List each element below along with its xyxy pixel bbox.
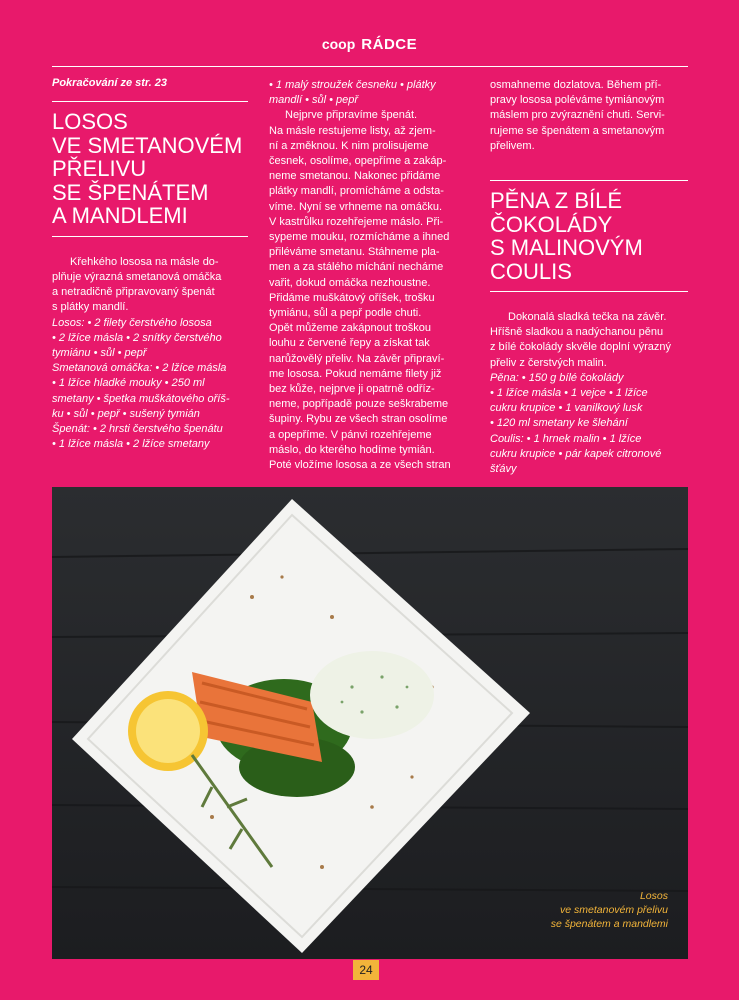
text-line: máslo, do kterého hodíme tymián. (269, 443, 435, 456)
text-line: narůžovělý přeliv. Na závěr připraví- (269, 352, 445, 365)
text-line: neme smetanou. Nakonec přidáme (269, 170, 441, 183)
coop-logo: coop (321, 36, 356, 52)
text-line: Nejprve připravíme špenát. (285, 109, 418, 122)
text-line: z bílé čokolády skvěle doplní výrazný (490, 341, 671, 354)
text-line: Losos: • 2 filety čerstvého lososa (52, 316, 212, 329)
continuation-note: Pokračování ze str. 23 (52, 77, 167, 89)
text-line: šupiny. Rybu ze všech stran osolíme (269, 413, 448, 426)
text-line: a netradičně připravovaný špenát (52, 286, 215, 299)
text-line: bez kůže, nejprve ji opatrně odříz- (269, 383, 435, 396)
text-line: • 120 ml smetany ke šlehání (490, 417, 628, 430)
title-rule-top (52, 101, 248, 102)
article1-method (269, 108, 469, 473)
article2-title (490, 189, 688, 283)
text-line: cukru krupice • 1 vanilkový lusk (490, 402, 643, 415)
title-line: ČOKOLÁDY (490, 211, 613, 237)
text-line: tymiánu, sůl a pepř podle chuti. (269, 307, 422, 320)
salmon-dish-photo (52, 487, 688, 959)
text-line: tymiánu • sůl • pepř (52, 346, 147, 359)
text-line: • 2 lžíce másla • 2 snítky čerstvého (52, 331, 222, 344)
text-line: ní a změknou. K nim prolisujeme (269, 139, 429, 152)
text-line: Poté vložíme lososa a ze všech stran (269, 459, 451, 472)
caption-line: Losos (639, 890, 668, 902)
text-line: sypeme mouku, rozmícháme a ihned (269, 231, 450, 244)
text-line: pravy lososa poléváme tymiánovým (490, 94, 665, 107)
text-line: přeliv z čerstvých malin. (490, 356, 607, 369)
text-line: Přidáme muškátový oříšek, trošku (269, 291, 435, 304)
text-line: ku • sůl • pepř • sušený tymián (52, 407, 200, 420)
text-line: neme, popřípadě pouze seškrabeme (269, 398, 449, 411)
text-line: louhu z červené řepy a získat tak (269, 337, 430, 350)
caption-line: se špenátem a mandlemi (550, 918, 668, 930)
text-line: s plátky mandlí. (52, 301, 129, 314)
caption-line: ve smetanovém přelivu (560, 904, 668, 916)
title-rule-top (490, 180, 688, 181)
text-line: plňuje výrazná smetanová omáčka (52, 270, 222, 283)
text-line: • 1 malý stroužek česneku • plátky (269, 79, 436, 91)
article1-method-cont (490, 78, 688, 154)
text-line: men a za stálého míchání necháme (269, 261, 444, 274)
article1-lead (52, 255, 248, 316)
text-line: • 1 lžíce másla • 2 lžíce smetany (52, 438, 210, 451)
text-line: šťávy (490, 463, 517, 476)
text-line: mandlí • sůl • pepř (269, 94, 359, 107)
section-title: RÁDCE (361, 36, 418, 53)
title-line: A MANDLEMI (52, 203, 188, 229)
column-2 (269, 78, 469, 473)
article2-lead (490, 310, 688, 371)
title-line: PĚNA Z BÍLÉ (490, 188, 623, 214)
text-line: přelivem. (490, 139, 535, 152)
text-line: Smetanová omáčka: • 2 lžíce másla (52, 362, 227, 375)
text-line: přiléváme smetanu. Stáhneme pla- (269, 246, 440, 259)
column-1 (52, 76, 248, 452)
column-3 (490, 78, 688, 477)
photo-caption (551, 889, 668, 931)
text-line: víme. Nyní se vrhneme na omáčku. (269, 200, 443, 213)
text-line: rujeme se špenátem a smetanovým (490, 124, 665, 137)
title-line: S MALINOVÝM (490, 235, 643, 261)
article1-ingredients (52, 316, 248, 453)
page-number: 24 (353, 960, 379, 980)
text-line: Opět můžeme zakápnout troškou (269, 322, 432, 335)
text-line: máslem pro zvýraznění chuti. Servi- (490, 109, 665, 122)
text-line: cukru krupice • pár kapek citronové (490, 447, 662, 460)
cream-sauce (310, 651, 434, 739)
text-line: Křehkého lososa na másle do- (70, 255, 219, 268)
text-line: me lososa. Pokud nemáme filety již (269, 367, 442, 380)
text-line: Pěna: • 150 g bílé čokolády (490, 371, 624, 384)
text-line: Dokonalá sladká tečka na závěr. (508, 311, 667, 324)
article1-title (52, 110, 248, 228)
title-rule-bottom (490, 291, 688, 292)
text-line: česnek, osolíme, opepříme a zakáp- (269, 155, 447, 168)
title-rule-bottom (52, 236, 248, 237)
title-line: VE SMETANOVÉM (52, 132, 243, 158)
text-line: • 1 lžíce másla • 1 vejce • 1 lžíce (490, 387, 648, 400)
text-line: Hříšně sladkou a nadýchanou pěnu (490, 326, 664, 339)
text-line: V kastrůlku rozehřejeme máslo. Při- (269, 215, 444, 228)
article2-ingredients (490, 371, 688, 477)
article1-ingredients-cont (269, 78, 469, 108)
title-line: PŘELIVU (52, 156, 147, 182)
text-line: smetany • špetka muškátového oříš- (52, 392, 230, 405)
page-header (0, 36, 739, 53)
text-line: vařit, dokud omáčka nezhoustne. (269, 276, 431, 289)
title-line: LOSOS (52, 109, 128, 135)
text-line: plátky mandlí, promícháme a odsta- (269, 185, 444, 198)
title-line: COULIS (490, 258, 572, 284)
text-line: Špenát: • 2 hrsti čerstvého špenátu (52, 422, 223, 435)
text-line: Coulis: • 1 hrnek malin • 1 lžíce (490, 432, 642, 445)
lemon-flesh (136, 699, 200, 763)
text-line: • 1 lžíce hladké mouky • 250 ml (52, 377, 205, 390)
header-divider (52, 66, 688, 67)
text-line: osmahneme dozlatova. Během pří- (490, 79, 662, 91)
title-line: SE ŠPENÁTEM (52, 179, 209, 205)
text-line: Na másle restujeme listy, až zjem- (269, 124, 436, 137)
text-line: a opepříme. V pánvi rozehřejeme (269, 428, 432, 441)
